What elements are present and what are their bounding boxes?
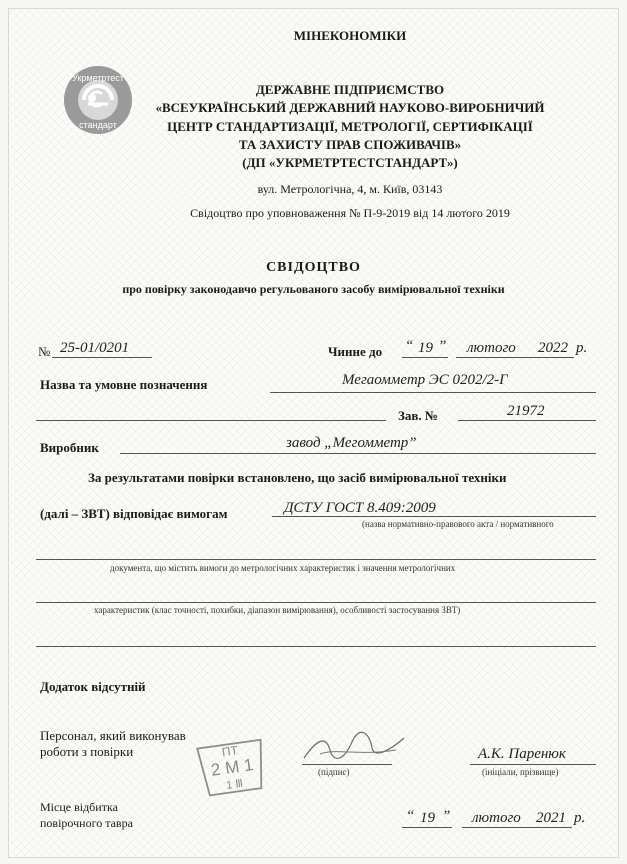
mark-day-underline	[402, 827, 452, 828]
mark-month: лютого	[472, 810, 521, 826]
serial-label: Зав. №	[398, 408, 438, 423]
personnel-name-caption: (ініціали, прізвище)	[482, 767, 559, 777]
device-name-label: Назва та умовне позначення	[40, 377, 208, 392]
mark-year-suffix: р.	[574, 810, 586, 826]
serial-underline	[458, 420, 596, 421]
certificate-subtitle: про повірку законодавчо регульованого засобу вимірювальної техніки	[122, 282, 505, 296]
logo-bottom-text: стандарт	[79, 120, 117, 130]
result-line-4	[36, 602, 596, 603]
verification-stamp	[188, 729, 276, 804]
signature-underline	[302, 764, 392, 765]
valid-day: 19	[418, 340, 433, 356]
personnel-name-underline	[470, 764, 596, 765]
device-name-underline	[270, 392, 596, 393]
mark-close-quote: ”	[442, 808, 451, 824]
logo-top-text: Укрметртест	[72, 73, 124, 83]
appendix-text: Додаток відсутній	[40, 679, 146, 694]
number-label: №	[38, 344, 51, 359]
result-line-2-label: (далі – ЗВТ) відповідає вимогам	[40, 506, 228, 521]
number-underline	[52, 357, 152, 358]
valid-year-suffix: р.	[576, 340, 588, 356]
valid-month: лютого	[467, 340, 516, 356]
mark-day: 19	[420, 810, 435, 826]
device-name-underline-2	[36, 420, 386, 421]
personnel-label-2: роботи з повірки	[40, 744, 134, 759]
result-caption-3: характеристик (клас точності, похибки, діапазон вимірювання), особливості застосування ЗВТ)	[94, 605, 461, 615]
address: вул. Метрологічна, 4, м. Київ, 03143	[257, 182, 443, 196]
valid-year: 2022	[538, 340, 568, 356]
result-caption-1: (назва нормативно-правового акта / нормативного	[362, 519, 554, 529]
org-line-1: ДЕРЖАВНЕ ПІДПРИЄМСТВО	[255, 82, 445, 97]
valid-close-quote: ”	[438, 338, 447, 354]
result-caption-2: документа, що містить вимоги до метрологічних характеристик і значення метрологічних	[110, 563, 456, 573]
mark-year: 2021	[536, 810, 566, 826]
personnel-name: А.К. Паренюк	[478, 746, 566, 762]
personnel-label-1: Персонал, який виконував	[40, 728, 186, 743]
stamp-line-3: 1 Ⅲ	[225, 777, 244, 792]
certificate-number: 25-01/0201	[60, 340, 130, 356]
certificate-title: СВІДОЦТВО	[266, 260, 361, 275]
serial-value: 21972	[507, 403, 545, 419]
maker-value: завод „Мегомметр”	[286, 435, 417, 451]
mark-month-year-underline	[462, 827, 572, 828]
valid-until-label: Чинне до	[328, 344, 383, 359]
mark-label-1: Місце відбитка	[40, 800, 118, 814]
result-line-5	[36, 646, 596, 647]
signature-icon	[300, 730, 410, 766]
org-short: (ДП «УКРМЕТРТЕСТСТАНДАРТ»)	[242, 155, 458, 170]
org-line-2: «ВСЕУКРАЇНСЬКИЙ ДЕРЖАВНИЙ НАУКОВО-ВИРОБНИЧИЙ	[155, 100, 545, 115]
maker-label: Виробник	[40, 440, 99, 455]
stamp-line-2: 2 М 1	[209, 755, 255, 780]
valid-open-quote: “	[405, 338, 414, 354]
signature-caption: (підпис)	[318, 767, 350, 777]
org-line-4: ТА ЗАХИСТУ ПРАВ СПОЖИВАЧІВ»	[238, 137, 462, 152]
device-name-value: Мегаомметр ЭС 0202/2-Г	[342, 372, 508, 388]
authorization: Свідоцтво про уповноваження № П-9-2019 від 14 лютого 2019	[190, 206, 510, 220]
standard-value: ДСТУ ГОСТ 8.409:2009	[284, 500, 436, 516]
ministry: МІНЕКОНОМІКИ	[293, 28, 407, 43]
result-line-3	[36, 559, 596, 560]
valid-day-underline	[402, 357, 448, 358]
org-line-3: ЦЕНТР СТАНДАРТИЗАЦІЇ, МЕТРОЛОГІЇ, СЕРТИФІКАЦІЇ	[167, 119, 533, 134]
maker-underline	[120, 453, 596, 454]
valid-month-year-underline	[456, 357, 574, 358]
stamp-line-1: ПТ	[221, 743, 239, 760]
mark-open-quote: “	[406, 808, 415, 824]
mark-label-2: повірочного тавра	[40, 816, 133, 830]
standard-underline	[272, 516, 596, 517]
result-line-1: За результатами повірки встановлено, що засіб вимірювальної техніки	[88, 470, 507, 485]
